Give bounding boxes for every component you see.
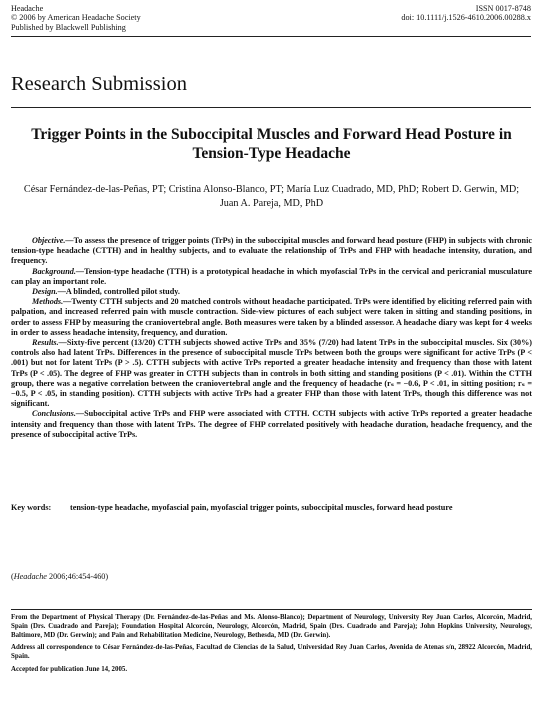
citation-journal: Headache: [13, 572, 47, 581]
keywords: [11, 503, 532, 513]
abstract-text: Sixty-five percent (13/20) CTTH subjects showed active TrPs and 35% (7/20) had latent TrPs in the suboccipital muscles. Six (30%) controls also had latent TrPs. Differences in the presence of suboccipital muscle TrPs between both the groups were significant for active TrPs (P < .001) but not for latent TrPs (P > .5). CTTH subjects with active TrPs reported a greater headache intensity and frequency than those with latent TrPs (P < .05). The degree of FHP was greater in CTTH subjects than in controls in both sitting and standing positions (P < .01). Within the CTTH group, there was a negative correlation between the craniovertebral angle and the frequency of headache (rₛ = −0.6, P < .01, in sitting position; rₛ = −0.5, P < .05, in standing position). CTTH subjects with active TrPs had a greater FHP than those with latent TrPs, though this difference was not significant.: [11, 338, 532, 409]
abstract-label: Conclusions.—: [32, 409, 85, 419]
accepted-note: Accepted for publication June 14, 2005.: [11, 665, 128, 673]
abstract-text: Tension-type headache (TTH) is a prototypical headache in which myofascial TrPs in the cervical and pericranial musculature can play an important role.: [11, 266, 532, 286]
footnote-rule: [11, 609, 532, 610]
footnotes: [11, 614, 532, 679]
keywords-label: Key words:: [11, 503, 52, 512]
abstract-objective: [11, 236, 532, 267]
doi: doi: 10.1111/j.1526-4610.2006.00288.x: [401, 13, 531, 23]
abstract-background: [11, 267, 532, 287]
abstract-methods: [11, 297, 532, 338]
citation-details: 2006;46:454-460): [46, 572, 109, 581]
abstract-design: [11, 287, 532, 297]
issn: ISSN 0017-8748: [475, 4, 531, 13]
keywords-text: tension-type headache, myofascial pain, myofascial trigger points, suboccipital muscles, forward head posture: [70, 503, 453, 512]
abstract-label: Background.—: [32, 266, 85, 276]
abstract-conclusions: [11, 409, 532, 440]
abstract-text: To assess the presence of trigger points (TrPs) in the suboccipital muscles and forward head posture (FHP) in subjects with chronic tension-type headache (CTTH) and in healthy subjects, and to evaluate the relationship of TrPs and FHP with headache intensity, duration, and frequency.: [11, 236, 532, 266]
abstract-label: Methods.—: [32, 297, 72, 307]
abstract-label: Design.—: [32, 287, 66, 297]
header-rule: [11, 36, 531, 37]
journal-header: [11, 4, 141, 32]
abstract-label: Objective.—: [32, 236, 74, 245]
abstract-label: Results.—: [32, 338, 67, 348]
abstract-text: Twenty CTTH subjects and 20 matched controls without headache participated. TrPs were identified by eliciting referred pain with palpation, and increased referred pain with muscle contraction. Side-view pictures of each subject were taken in sitting and standing positions, in order to assess FHP by measuring the craniovertebral angle. Both measures were taken by a blinded assessor. A headache diary was kept for 4 weeks in order to assess headache intensity, frequency, and duration.: [11, 297, 532, 337]
identifier-header: [401, 4, 531, 23]
abstract: [11, 236, 532, 440]
section-rule: [11, 107, 531, 108]
article-title: Trigger Points in the Suboccipital Muscles and Forward Head Posture in Tension-Type Headache: [31, 126, 512, 162]
journal-name: Headache: [11, 4, 44, 13]
section-heading: Research Submission: [11, 73, 187, 95]
author-list: César Fernández-de-las-Peñas, PT; Cristina Alonso-Blanco, PT; María Luz Cuadrado, MD, PhD; Robert D. Gerwin, MD; Juan A. Pareja, MD, PhD: [23, 184, 520, 209]
publisher-line: Published by Blackwell Publishing: [11, 22, 126, 32]
abstract-text: A blinded, controlled pilot study.: [65, 287, 180, 297]
abstract-text: Suboccipital active TrPs and FHP were associated with CTTH. CCTH subjects with active TrPs reported a greater headache intensity and frequency than those with latent TrPs. The degree of FHP correlated positively with headache duration, headache frequency, and the presence of suboccipital active TrPs.: [11, 409, 532, 439]
abstract-results: [11, 338, 532, 409]
citation-line: (Headache 2006;46:454-460): [11, 572, 109, 581]
affiliation-note: From the Department of Physical Therapy (Dr. Fernández-de-las-Peñas and Ms. Alonso-Blanco); Department of Neurology, University Rey Juan Carlos, Alcorcón, Madrid, Spain (Drs. Cuadrado and Pareja); Foundation Hospital Alcorcón, Neurology, Alcorcón, Madrid, Spain (Drs. Cuadrado and Pareja); John Hopkins University, Neurology, Baltimore, MD (Dr. Gerwin); and Pain and Rehabilitation Medicine, Neurology, Bethesda, MD (Dr. Gerwin).: [11, 614, 532, 639]
correspondence-note: Address all correspondence to César Fernández-de-las-Peñas, Facultad de Ciencias de la Salud, Universidad Rey Juan Carlos, Avenida de Atenas s/n, 28922 Alcorcón, Madrid, Spain.: [11, 644, 532, 661]
copyright-line: © 2006 by American Headache Society: [11, 13, 141, 23]
